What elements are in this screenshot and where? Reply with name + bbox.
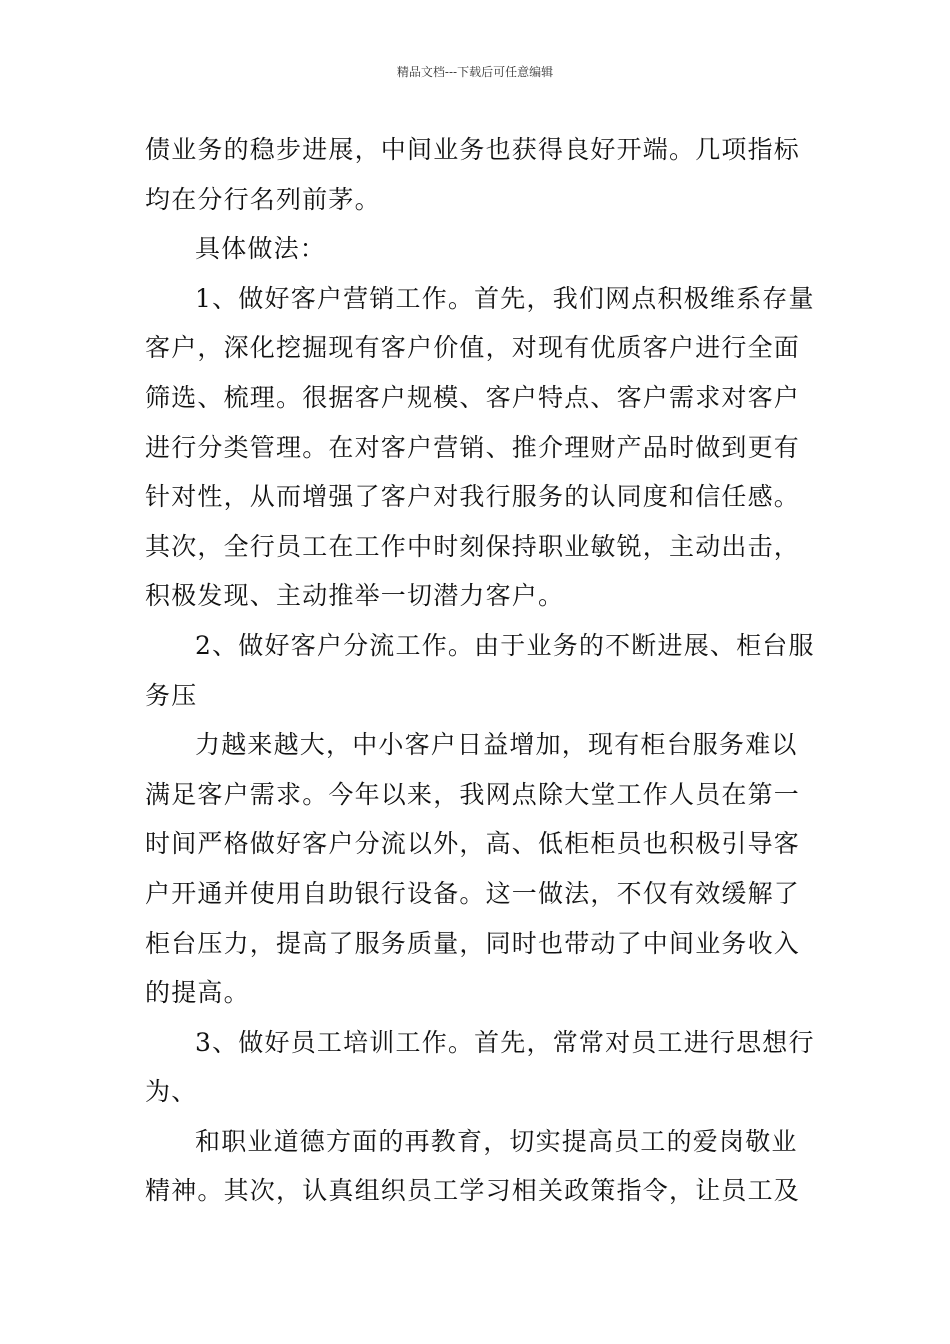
page-header: 精品文档---下载后可任意编辑 — [396, 65, 554, 79]
text-line: 1、做好客户营销工作。首先，我们网点积极维系存量 — [195, 283, 815, 313]
text-line: 进行分类管理。在对客户营销、推介理财产品时做到更有 — [145, 432, 801, 462]
text-line: 筛选、梳理。很据客户规模、客户特点、客户需求对客户 — [145, 382, 801, 412]
text-line: 精神。其次，认真组织员工学习相关政策指令，让员工及 — [145, 1176, 801, 1206]
text-line: 积极发现、主动推举一切潜力客户。 — [145, 581, 565, 611]
text-line: 务压 — [145, 680, 198, 710]
text-line: 均在分行名列前茅。 — [145, 184, 381, 214]
text-line: 客户，深化挖掘现有客户价值，对现有优质客户进行全面 — [145, 333, 801, 363]
text-line: 2、做好客户分流工作。由于业务的不断进展、柜台服 — [195, 630, 815, 660]
text-line: 满足客户需求。今年以来，我网点除大堂工作人员在第一 — [145, 779, 801, 809]
text-line: 针对性，从而增强了客户对我行服务的认同度和信任感。 — [145, 482, 801, 512]
text-line: 3、做好员工培训工作。首先，常常对员工进行思想行 — [195, 1027, 815, 1057]
text-line: 的提高。 — [145, 978, 250, 1008]
text-line: 柜台压力，提高了服务质量，同时也带动了中间业务收入 — [145, 928, 801, 958]
text-line: 和职业道德方面的再教育，切实提高员工的爱岗敬业 — [195, 1126, 798, 1156]
document-body — [145, 125, 815, 1216]
text-line: 为、 — [145, 1077, 198, 1107]
text-line: 时间严格做好客户分流以外，高、低柜柜员也积极引导客 — [145, 829, 801, 859]
text-line: 其次，全行员工在工作中时刻保持职业敏锐，主动出击， — [145, 531, 801, 561]
text-line: 债业务的稳步进展，中间业务也获得良好开端。几项指标 — [145, 135, 801, 164]
text-line: 力越来越大，中小客户日益增加，现有柜台服务难以 — [195, 730, 798, 760]
text-line: 具体做法： — [195, 234, 327, 264]
text-line: 户开通并使用自助银行设备。这一做法，不仅有效缓解了 — [145, 878, 801, 908]
